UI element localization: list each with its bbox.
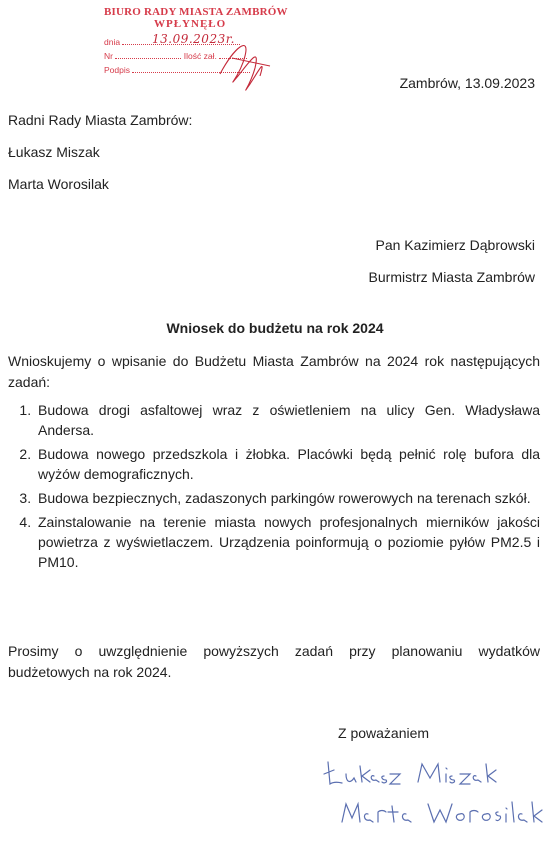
stamp-received-label: WPŁYNĘŁO (154, 18, 227, 30)
task-list (8, 400, 540, 576)
recipient-name: Pan Kazimierz Dąbrowski (375, 237, 535, 253)
letter-title: Wniosek do budżetu na rok 2024 (166, 320, 384, 336)
stamp-scribble-signature (100, 6, 290, 106)
stamp-signature-label: Podpis (104, 65, 130, 75)
sender-name: Łukasz Miszak (8, 144, 100, 160)
list-item: 3. Budowa bezpiecznych, zadaszonych parkingów rowerowych na terenach szkół. (35, 488, 540, 508)
intro-paragraph: Wnioskujemy o wpisanie do Budżetu Miasta Zambrów na 2024 rok następujących zadań: (8, 353, 540, 390)
list-item: 1. Budowa drogi asfaltowej wraz z oświetleniem na ulicy Gen. Władysława Andersa. (35, 400, 540, 440)
list-item: 2. Budowa nowego przedszkola i żłobka. Placówki będą pełnić rolę bufora dla wyżów demograficznych. (35, 444, 540, 484)
sender-heading: Radni Rady Miasta Zambrów: (8, 112, 193, 128)
received-stamp (100, 6, 290, 90)
place-and-date: Zambrów, 13.09.2023 (399, 75, 535, 91)
stamp-attachments-label: Ilość zał. (183, 51, 217, 61)
stamp-date-label: dnia (104, 37, 121, 47)
sender-block (8, 104, 192, 200)
list-item: 4. Zainstalowanie na terenie miasta nowych profesjonalnych mierników jakości powietrza z wyświetlaczem. Urządzenia poinformują o poziomie pyłów PM2.5 i PM10. (35, 512, 540, 572)
sender-name: Marta Worosilak (8, 176, 109, 192)
recipient-block (369, 229, 535, 293)
stamp-number-label: Nr (104, 51, 113, 61)
regards: Z poważaniem (338, 725, 430, 741)
signature-graphic (300, 752, 550, 839)
recipient-title: Burmistrz Miasta Zambrów (368, 269, 535, 285)
handwritten-signatures (300, 752, 550, 839)
stamp-office-name: BIURO RADY MIASTA ZAMBRÓW (104, 6, 288, 18)
closing-paragraph: Prosimy o uwzględnienie powyższych zadań przy planowaniu wydatków budżetowych na rok 2024. (8, 643, 540, 680)
stamp-handwritten-date: 13.09.2023r. (152, 32, 235, 46)
